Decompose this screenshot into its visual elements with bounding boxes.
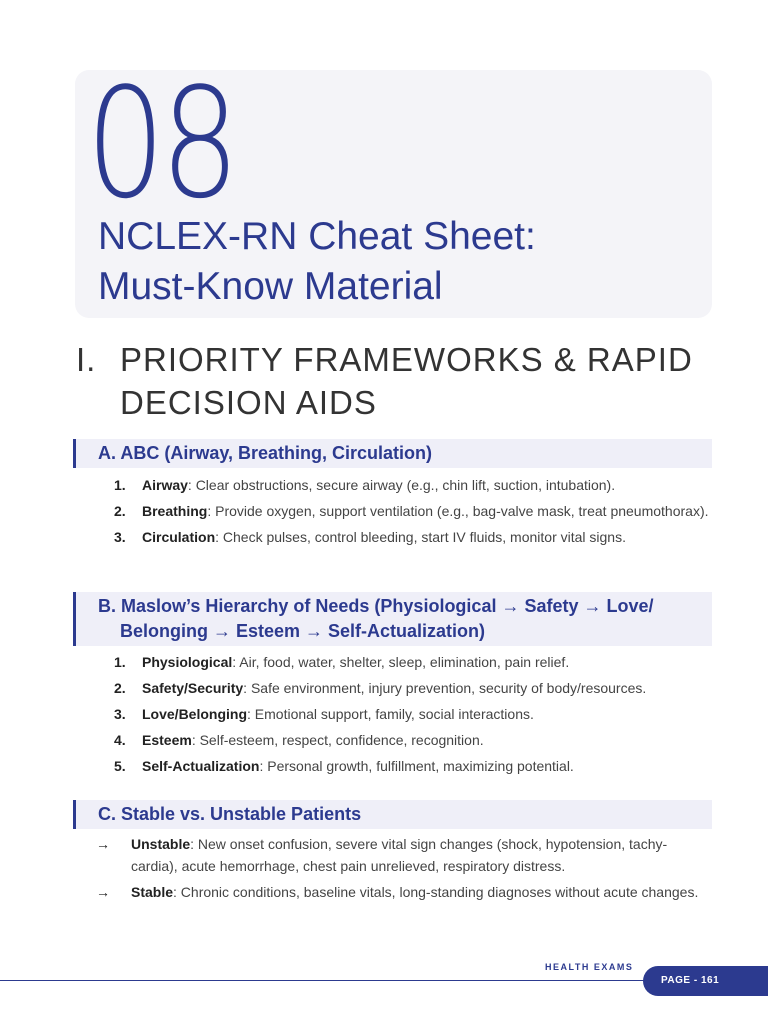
list-item [96, 881, 702, 903]
chapter-title-line-2: Must-Know Material [98, 265, 443, 308]
list-item-term: Airway [142, 477, 188, 493]
list-item-number: 5. [114, 758, 126, 774]
list-item-term: Love/Belonging [142, 706, 247, 722]
list-item-text: : Emotional support, family, social interactions. [247, 706, 534, 722]
subsection-c-heading-text: C. Stable vs. Unstable Patients [98, 804, 362, 824]
subsection-a-heading-text: A. ABC (Airway, Breathing, Circulation) [98, 443, 433, 463]
list-item-number: 3. [114, 529, 126, 545]
list-item-term: Safety/Security [142, 680, 244, 696]
list-item-number: 1. [114, 654, 126, 670]
list-item-text: : Provide oxygen, support ventilation (e.g., bag-valve mask, treat pneumothorax). [207, 503, 709, 519]
list-item [110, 729, 710, 751]
list-item-text: : Check pulses, control bleeding, start IV fluids, monitor vital signs. [215, 529, 626, 545]
list-item [110, 526, 710, 548]
list-item [110, 474, 710, 496]
page-number-badge: PAGE - 161 [643, 966, 768, 996]
list-item-text: : Self-esteem, respect, confidence, recognition. [191, 732, 484, 748]
list-item-term: Circulation [142, 529, 216, 545]
list-item-term: Stable [131, 884, 174, 900]
subsection-a-heading [73, 439, 712, 468]
list-item [96, 833, 702, 877]
list-item [110, 755, 710, 777]
chapter-number: 08 [86, 55, 235, 232]
footer-divider [0, 980, 680, 981]
subsection-c-heading [73, 800, 712, 829]
list-item-number: 3. [114, 706, 126, 722]
chapter-title-line-1: NCLEX-RN Cheat Sheet: [98, 215, 536, 258]
section-title-line-2: DECISION AIDS [120, 384, 377, 421]
arrow-right-icon: → [96, 836, 110, 852]
chapter-title [98, 212, 698, 312]
list-item-number: 2. [114, 503, 126, 519]
list-item-text: : Clear obstructions, secure airway (e.g., chin lift, suction, intubation). [187, 477, 616, 493]
section-title-line-1: PRIORITY FRAMEWORKS & RAPID [120, 341, 693, 378]
list-item-term: Breathing [142, 503, 208, 519]
list-item-term: Esteem [142, 732, 192, 748]
subsection-c-list [96, 833, 702, 907]
subsection-a-list [110, 474, 710, 552]
list-item-text: : Safe environment, injury prevention, security of body/resources. [243, 680, 647, 696]
subsection-b-heading-line-1: B. Maslow’s Hierarchy of Needs (Physiological → Safety → Love/ [98, 596, 654, 616]
section-numeral: I. [76, 341, 97, 378]
list-item [110, 677, 710, 699]
subsection-b-heading [73, 592, 712, 646]
list-item [110, 651, 710, 673]
list-item-number: 4. [114, 732, 126, 748]
list-item [110, 500, 710, 522]
subsection-b-list [110, 651, 710, 781]
list-item-text: : Air, food, water, shelter, sleep, elimination, pain relief. [232, 654, 570, 670]
list-item-term: Physiological [142, 654, 233, 670]
list-item-term: Unstable [131, 836, 191, 852]
list-item-number: 2. [114, 680, 126, 696]
list-item-term: Self-Actualization [142, 758, 260, 774]
arrow-right-icon: → [96, 884, 110, 900]
list-item-text: : New onset confusion, severe vital sign changes (shock, hypotension, tachy-cardia), acute hemorrhage, chest pain unrelieved, respiratory distress. [131, 836, 668, 874]
list-item-text: : Chronic conditions, baseline vitals, long-standing diagnoses without acute changes. [173, 884, 699, 900]
subsection-b-heading-line-2: Belonging → Esteem → Self-Actualization) [120, 621, 486, 641]
list-item [110, 703, 710, 725]
list-item-number: 1. [114, 477, 126, 493]
footer-label: HEALTH EXAMS [545, 962, 634, 972]
section-heading [76, 338, 736, 424]
list-item-text: : Personal growth, fulfillment, maximizing potential. [259, 758, 574, 774]
